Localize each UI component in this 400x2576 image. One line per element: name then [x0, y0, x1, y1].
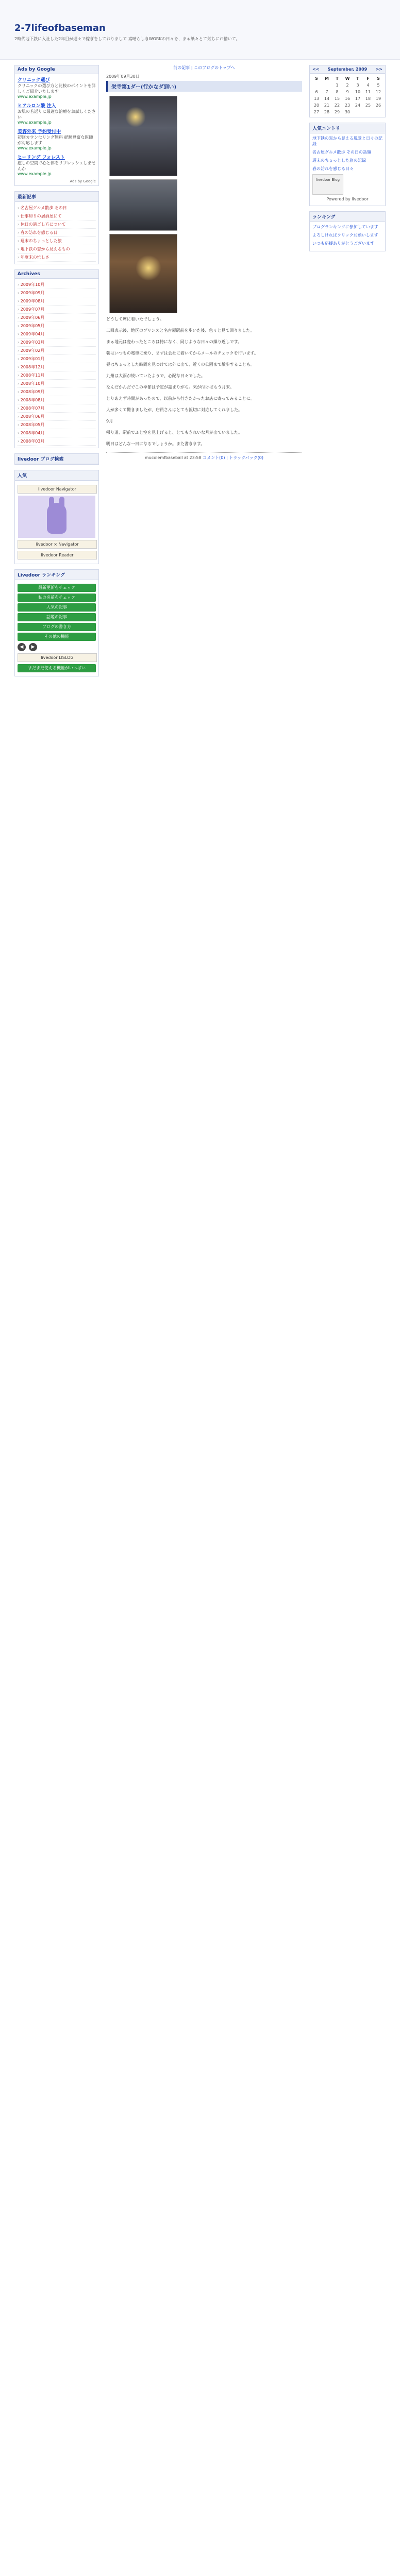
archive-link[interactable]: › 2009年01月 — [18, 355, 96, 363]
post-author[interactable]: mucolemfbaseball — [145, 455, 183, 460]
calendar-day — [311, 82, 322, 89]
ad-url[interactable]: www.example.jp — [18, 94, 52, 99]
ad-text: クリニックの選び方と比較のポイントを詳しくご紹介いたします — [18, 83, 96, 94]
post-paragraph: 朝はいつもの電車に乗り、まずは会社に着いてからメールのチェックを行います。 — [106, 351, 258, 355]
ad-title[interactable]: クリニック選び — [18, 78, 50, 83]
calendar-day[interactable]: 30 — [344, 110, 351, 114]
ad-title[interactable]: ヒアルロン酸 注入 — [18, 104, 56, 109]
ranking-button[interactable]: 人気の記事 — [18, 603, 96, 612]
ad-text: 初回カウンセリング無料 経験豊富な医師が対応します — [18, 135, 93, 145]
calendar-day[interactable]: 14 — [324, 96, 330, 101]
post-paragraph: 人が多くて驚きましたが、店員さんはとても親切に対応してくれました。 — [106, 408, 242, 412]
archive-link[interactable]: › 2008年03月 — [18, 437, 96, 446]
mascot-image[interactable] — [18, 496, 95, 538]
post-photo[interactable] — [109, 179, 177, 231]
popular-entry-link[interactable]: 地下鉄の窓から見える風景と日々の記録 — [312, 136, 382, 146]
recent-post-link[interactable]: › 年度末の忙しさ — [18, 253, 96, 262]
calendar-day[interactable]: 11 — [365, 90, 371, 94]
calendar-day[interactable]: 8 — [336, 90, 339, 94]
ranking-widget — [14, 569, 99, 676]
calendar-day[interactable]: 7 — [325, 90, 328, 94]
popular-entry-link[interactable]: 名古屋グルメ散歩 その日の話題 — [312, 150, 372, 155]
search-widget — [14, 453, 99, 465]
ranking-button[interactable]: 最新更新をチェック — [18, 584, 96, 592]
calendar-day[interactable]: 24 — [355, 103, 361, 108]
calendar-day[interactable]: 6 — [315, 90, 318, 94]
calendar-weekday: T — [356, 76, 359, 81]
calendar-day[interactable]: 22 — [334, 103, 340, 108]
post-paragraph: 九州は大雨が続いていたようで、心配な日々でした。 — [106, 374, 205, 378]
post-photo[interactable] — [109, 96, 177, 176]
popular-entries-title: 人気エントリ — [310, 123, 385, 133]
ranking-button[interactable]: 話題の記事 — [18, 613, 96, 621]
mascot-caption[interactable]: livedoor × Navigator — [18, 540, 97, 549]
navigator-banner[interactable]: livedoor Navigator — [18, 485, 97, 494]
calendar-widget — [309, 65, 386, 117]
calendar-weekday: T — [336, 76, 339, 81]
ranking-info-widget — [309, 211, 386, 251]
calendar-grid — [310, 74, 385, 117]
archive-link[interactable]: › 2009年09月 — [18, 289, 96, 297]
schedule-heading: 9月 — [106, 419, 113, 423]
recent-post-link[interactable]: › 休日の過ごし方について — [18, 221, 96, 229]
calendar-day[interactable]: 29 — [334, 110, 340, 114]
ad-url[interactable]: www.example.jp — [18, 172, 52, 176]
right-sidebar — [309, 65, 386, 257]
calendar-day[interactable]: 21 — [324, 103, 330, 108]
calendar-weekday: S — [377, 76, 380, 81]
calendar-next[interactable]: >> — [375, 67, 382, 72]
calendar-day[interactable]: 19 — [375, 96, 381, 101]
blog-description: 2時代地下鉄に入社した2年目が遅々で稼ぎをしておりまして 素晴らしきWORKの日々を、まぁ紙々とて気ちにお描いて。 — [14, 37, 240, 41]
post-paragraph: 帰り道、駅前でふと空を見上げると、とてもきれいな月が出ていました。 — [106, 430, 242, 435]
post-body — [106, 316, 302, 447]
archive-link[interactable]: › 2008年11月 — [18, 371, 96, 380]
archive-link[interactable]: › 2008年12月 — [18, 363, 96, 371]
calendar-day[interactable]: 9 — [346, 90, 349, 94]
calendar-day[interactable]: 13 — [313, 96, 320, 101]
archive-link[interactable]: › 2009年05月 — [18, 322, 96, 330]
reader-banner[interactable]: livedoor Reader — [18, 551, 97, 560]
blog-title[interactable]: 2-7lifeofbaseman — [14, 23, 106, 33]
ads-widget — [14, 65, 99, 186]
post-navigation[interactable]: 前の記事 | このブログのトップへ — [173, 65, 235, 70]
archive-link[interactable]: › 2008年08月 — [18, 396, 96, 404]
archive-link[interactable]: › 2009年08月 — [18, 297, 96, 306]
ranking-button[interactable]: ブログの書き方 — [18, 623, 96, 631]
post-paragraph: 明日はどんな一日になるでしょうか。また書きます。 — [106, 442, 205, 446]
ranking-info-title: ランキング — [310, 212, 385, 222]
post-footer — [106, 452, 302, 461]
calendar-day[interactable]: 4 — [366, 83, 370, 88]
popular-entries-widget — [309, 123, 386, 206]
ads-title: Ads by Google — [15, 65, 98, 74]
prev-arrow-icon[interactable]: ◀ — [18, 643, 26, 651]
calendar-day[interactable]: 15 — [334, 96, 340, 101]
ad-title[interactable]: 美容外来 予約受付中 — [18, 129, 61, 134]
calendar-day — [363, 109, 373, 115]
blog-header — [0, 0, 400, 60]
post-date: 2009年09月30日 — [106, 74, 140, 79]
ad-item[interactable] — [18, 154, 96, 176]
ranking-widget-title: Livedoor ランキング — [15, 570, 98, 580]
recent-posts-widget — [14, 191, 99, 264]
calendar-day[interactable]: 27 — [313, 110, 320, 114]
post-paragraph: なんだかんだでこの季節は予定が詰まりがち。気が付けばもう月末。 — [106, 385, 234, 389]
archive-link[interactable]: › 2009年04月 — [18, 330, 96, 338]
tag-title: 人気 — [15, 470, 98, 481]
light-glow — [136, 255, 161, 281]
ad-item[interactable] — [18, 76, 96, 99]
calendar-day[interactable]: 5 — [377, 83, 380, 88]
popular-entry-link[interactable]: 春の訪れを感じる日々 — [312, 166, 354, 171]
ad-item[interactable] — [18, 128, 96, 150]
archives-title: Archives — [15, 270, 98, 279]
archive-link[interactable]: › 2008年07月 — [18, 404, 96, 413]
recent-post-link[interactable]: › 仕事帰りの居酒屋にて — [18, 212, 96, 221]
archive-link[interactable]: › 2008年10月 — [18, 380, 96, 388]
archive-link[interactable]: › 2009年07月 — [18, 306, 96, 314]
archive-link[interactable]: › 2009年10月 — [18, 281, 96, 289]
archive-link[interactable]: › 2008年05月 — [18, 421, 96, 429]
ad-text: 癒しの空間で心と体をリフレッシュしませんか — [18, 161, 96, 171]
calendar-day[interactable]: 23 — [344, 103, 351, 108]
recent-post-link[interactable]: › 地下鉄の窓から見えるもの — [18, 245, 96, 253]
recent-posts-title: 最新記事 — [15, 192, 98, 202]
ad-title[interactable]: ヒーリング フォレスト — [18, 155, 65, 160]
calendar-day[interactable]: 17 — [355, 96, 361, 101]
calendar-day — [322, 82, 332, 89]
archive-link[interactable]: › 2008年06月 — [18, 413, 96, 421]
calendar-day[interactable]: 25 — [365, 103, 371, 108]
post-title[interactable]: 栄寺第1ダー(行かなダ到い) — [106, 81, 302, 92]
lislog-link[interactable]: まだまだ使える機能がいっぱい — [18, 664, 96, 672]
ad-text: お肌の若返りに最適な治療をお試しください — [18, 109, 96, 120]
recent-post-link[interactable]: › 名古屋グルメ散歩 その日 — [18, 204, 96, 212]
post-paragraph: まぁ地元は変わったところは特になく、同じような日々の繰り返しです。 — [106, 340, 242, 344]
calendar-day[interactable]: 1 — [336, 83, 339, 88]
calendar-day[interactable]: 26 — [375, 103, 381, 108]
mascot-figure-icon — [47, 503, 66, 534]
ranking-entry[interactable]: いつも応援ありがとうございます — [312, 241, 374, 246]
ranking-button[interactable]: 私の名前をチェック — [18, 594, 96, 602]
calendar-day — [373, 109, 384, 115]
photo-caption: どうして席に着いたでしょう。 — [106, 317, 164, 321]
calendar-day[interactable]: 3 — [356, 83, 359, 88]
search-title: livedoor ブログ検索 — [15, 454, 98, 464]
ad-url[interactable]: www.example.jp — [18, 120, 52, 125]
ad-item[interactable] — [18, 102, 96, 125]
archive-link[interactable]: › 2008年09月 — [18, 388, 96, 396]
calendar-prev[interactable]: << — [312, 67, 320, 72]
powered-by[interactable]: Powered by livedoor — [326, 197, 369, 201]
archives-widget — [14, 269, 99, 448]
calendar-day[interactable]: 12 — [375, 90, 381, 94]
post-time[interactable]: at 23:58 — [184, 455, 202, 460]
post-paragraph: とりあえず時間があったので、以前から行きたかったお店に寄ってみることに。 — [106, 396, 255, 401]
next-arrow-icon[interactable]: ▶ — [29, 643, 37, 651]
archive-link[interactable]: › 2009年03月 — [18, 338, 96, 347]
calendar-day — [353, 109, 363, 115]
calendar-weekday: W — [345, 76, 350, 81]
ranking-button[interactable]: その他の機能 — [18, 633, 96, 641]
ranking-entry[interactable]: よろしければクリックお願いします — [312, 233, 378, 238]
tag-widget — [14, 470, 99, 564]
recent-post-link[interactable]: › 春の訪れを感じる日 — [18, 229, 96, 237]
lislog-banner[interactable]: livedoor LISLOG — [18, 653, 97, 662]
calendar-day[interactable]: 20 — [313, 103, 320, 108]
archive-link[interactable]: › 2009年06月 — [18, 314, 96, 322]
calendar-day[interactable]: 28 — [324, 110, 330, 114]
main-content — [106, 65, 302, 461]
recent-post-link[interactable]: › 週末のちょっとした旅 — [18, 237, 96, 245]
calendar-weekday: F — [366, 76, 370, 81]
left-sidebar — [14, 65, 99, 682]
calendar-day[interactable]: 10 — [355, 90, 361, 94]
calendar-day[interactable]: 16 — [344, 96, 351, 101]
post-paragraph: 二回表示後、地区のプリンスと名古屋駅前を歩いた後、色々と見て回りました。 — [106, 328, 255, 333]
archive-link[interactable]: › 2008年04月 — [18, 429, 96, 437]
ad-url[interactable]: www.example.jp — [18, 146, 52, 150]
post-photo[interactable] — [109, 234, 177, 313]
ads-footer[interactable]: Ads by Google — [70, 179, 96, 183]
calendar-weekday: M — [325, 76, 329, 81]
post-paragraph: 昼はちょっとした時間を見つけては外に出て、近くの公園まで散歩することも。 — [106, 362, 255, 367]
ranking-badge[interactable]: livedoor Blog — [312, 174, 343, 195]
calendar-day[interactable]: 2 — [346, 83, 349, 88]
popular-entry-link[interactable]: 週末のちょっとした旅の記録 — [312, 158, 366, 163]
calendar-weekday: S — [315, 76, 318, 81]
archive-link[interactable]: › 2009年02月 — [18, 347, 96, 355]
post-comment-links[interactable]: コメント(0) | トラックバック(0) — [203, 455, 263, 460]
light-glow — [125, 107, 146, 127]
ranking-entry[interactable]: ブログランキングに参加しています — [312, 225, 378, 229]
calendar-day[interactable]: 18 — [365, 96, 371, 101]
calendar-month: September, 2009 — [327, 67, 368, 72]
